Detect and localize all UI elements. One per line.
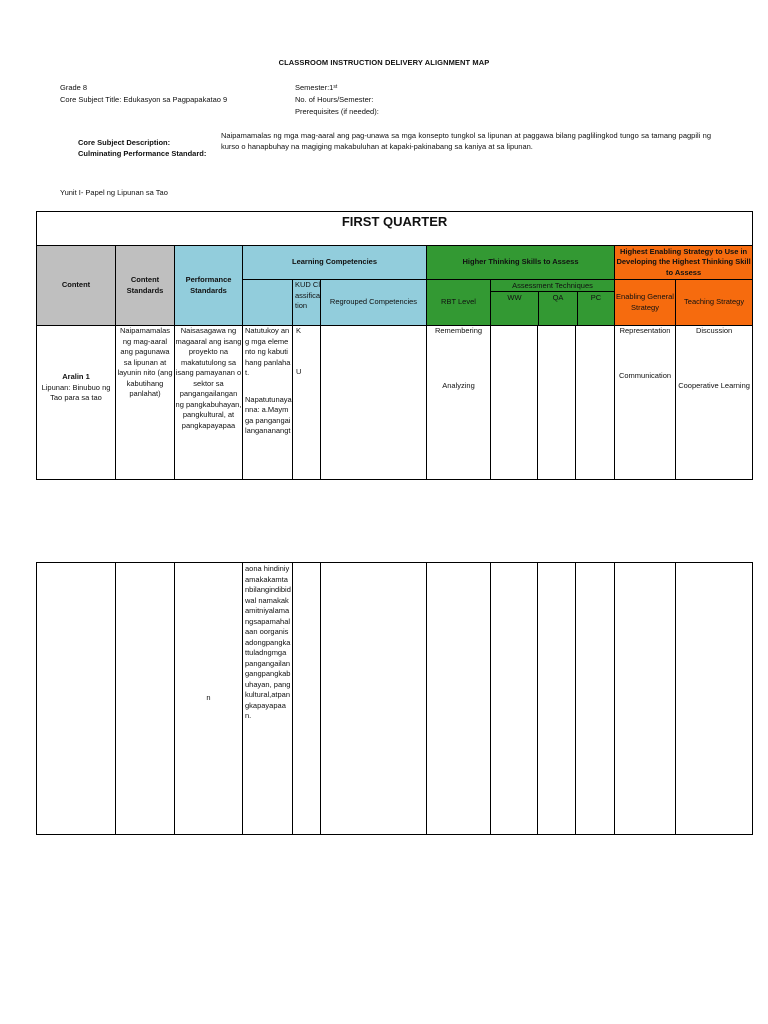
core-subject-description: Naipamamalas ng mga mag-aaral ang pag-unawa sa mga konsepto tungkol sa lipunan at paggawa bilang paglilingkod tungo sa tamang pagpili ng kurso o hanapbuhay na magiging makabuluhan at kapaki-pakinabang sa kaniya at sa lipunan. <box>221 131 711 151</box>
continuation-table <box>36 562 753 835</box>
cell-kud <box>293 326 321 480</box>
cell-regrouped <box>321 326 427 480</box>
quarter-title: FIRST QUARTER <box>37 212 753 246</box>
header-highest-enabling-strategy: Highest Enabling Strategy to Use in Developing the Highest Thinking Skill to Assess <box>615 246 753 280</box>
cell-performance-standard: Naisasagawa ng magaaral ang isang proyekto na makatutulong sa isang pamayanan o sektor sa pangangailangan ng pangkabuhayan, pangkultural, at pangkapayapaa <box>175 326 243 480</box>
header-competency-blank <box>243 280 293 326</box>
header-assessment-techniques <box>491 280 615 326</box>
header-qa: QA <box>539 292 578 325</box>
core-subject-description-label: Core Subject Description: <box>78 138 171 147</box>
unit-label: Yunit I- Papel ng Lipunan sa Tao <box>60 188 168 197</box>
kud-2: U <box>296 366 302 376</box>
header-kud-classification: KUD Classification <box>293 280 321 326</box>
cont-cell-ww <box>491 563 538 835</box>
cell-ww <box>491 326 538 480</box>
header-rbt-level: RBT Level <box>427 280 491 326</box>
header-regrouped-competencies: Regrouped Competencies <box>321 280 427 326</box>
cont-cell-teaching <box>676 563 753 835</box>
hours-label: No. of Hours/Semester: <box>295 95 374 104</box>
cell-rbt-level <box>427 326 491 480</box>
cont-cell-regrouped <box>321 563 427 835</box>
header-content-standards: Content Standards <box>116 246 175 326</box>
competency-2: Napatutunayanna: a.Maymga pangangailangananangt <box>245 394 292 435</box>
header-performance-standards: Performance Standards <box>175 246 243 326</box>
header-enabling-general-strategy: Enabling General Strategy <box>615 280 676 326</box>
cell-competencies <box>243 326 293 480</box>
cont-cell-enabling <box>615 563 676 835</box>
cont-cell-qa <box>538 563 576 835</box>
header-content: Content <box>37 246 116 326</box>
cell-aralin <box>37 326 116 480</box>
cell-qa <box>538 326 576 480</box>
header-higher-thinking-skills: Higher Thinking Skills to Assess <box>427 246 615 280</box>
semester-label: Semester:1st <box>295 83 338 92</box>
cont-cell-content <box>37 563 116 835</box>
cont-cell-rbt <box>427 563 491 835</box>
teaching-2: Cooperative Learning <box>678 380 750 390</box>
cell-enabling-strategy <box>615 326 676 480</box>
cont-cell-pc <box>576 563 615 835</box>
grade-label: Grade 8 <box>60 83 88 92</box>
cell-pc <box>576 326 615 480</box>
enabling-2: Communication <box>618 370 672 380</box>
assessment-techniques-label: Assessment Techniques <box>491 280 614 292</box>
cont-cell-performance-standard: n <box>175 563 243 835</box>
enabling-1: Representation <box>619 326 671 335</box>
aralin-title: Aralin 1 <box>62 372 90 381</box>
document-title: CLASSROOM INSTRUCTION DELIVERY ALIGNMENT MAP <box>278 58 490 67</box>
culminating-standard-label: Culminating Performance Standard: <box>78 149 207 158</box>
header-pc: PC <box>590 293 602 302</box>
header-ww: WW <box>491 292 539 325</box>
cont-cell-competencies: aona hindiniyamakakamtanbilangindibidwal namakakamitniyalamangsapamahalaan oorganisadongpangkattuladngmga pangangailangangpangkabuhayan, pangkultural,atpangkapayapaan. <box>243 563 293 835</box>
cont-cell-content-standard <box>116 563 175 835</box>
cont-cell-kud <box>293 563 321 835</box>
competency-1: Natutukoy ang mga elemento ng kabutihang panlahat. <box>245 326 291 377</box>
core-subject-title: Core Subject Title: Edukasyon sa Pagpapakatao 9 <box>60 95 228 104</box>
kud-1: K <box>296 326 302 335</box>
prerequisites-label: Prerequisites (if needed): <box>295 107 379 116</box>
cell-content-standard: Naipamamalas ng mag-aaral ang pagunawa sa lipunan at layunin nito (ang kabutihang panlahat) <box>116 326 175 480</box>
rbt-1: Remembering <box>434 326 483 335</box>
header-teaching-strategy: Teaching Strategy <box>676 280 753 326</box>
cell-teaching-strategy <box>676 326 753 480</box>
alignment-map-table <box>36 211 753 480</box>
teaching-1: Discussion <box>695 326 733 335</box>
header-learning-competencies: Learning Competencies <box>243 246 427 280</box>
rbt-2: Analyzing <box>442 380 475 390</box>
aralin-subtitle: Lipunan: Binubuo ng Tao para sa tao <box>41 382 111 402</box>
